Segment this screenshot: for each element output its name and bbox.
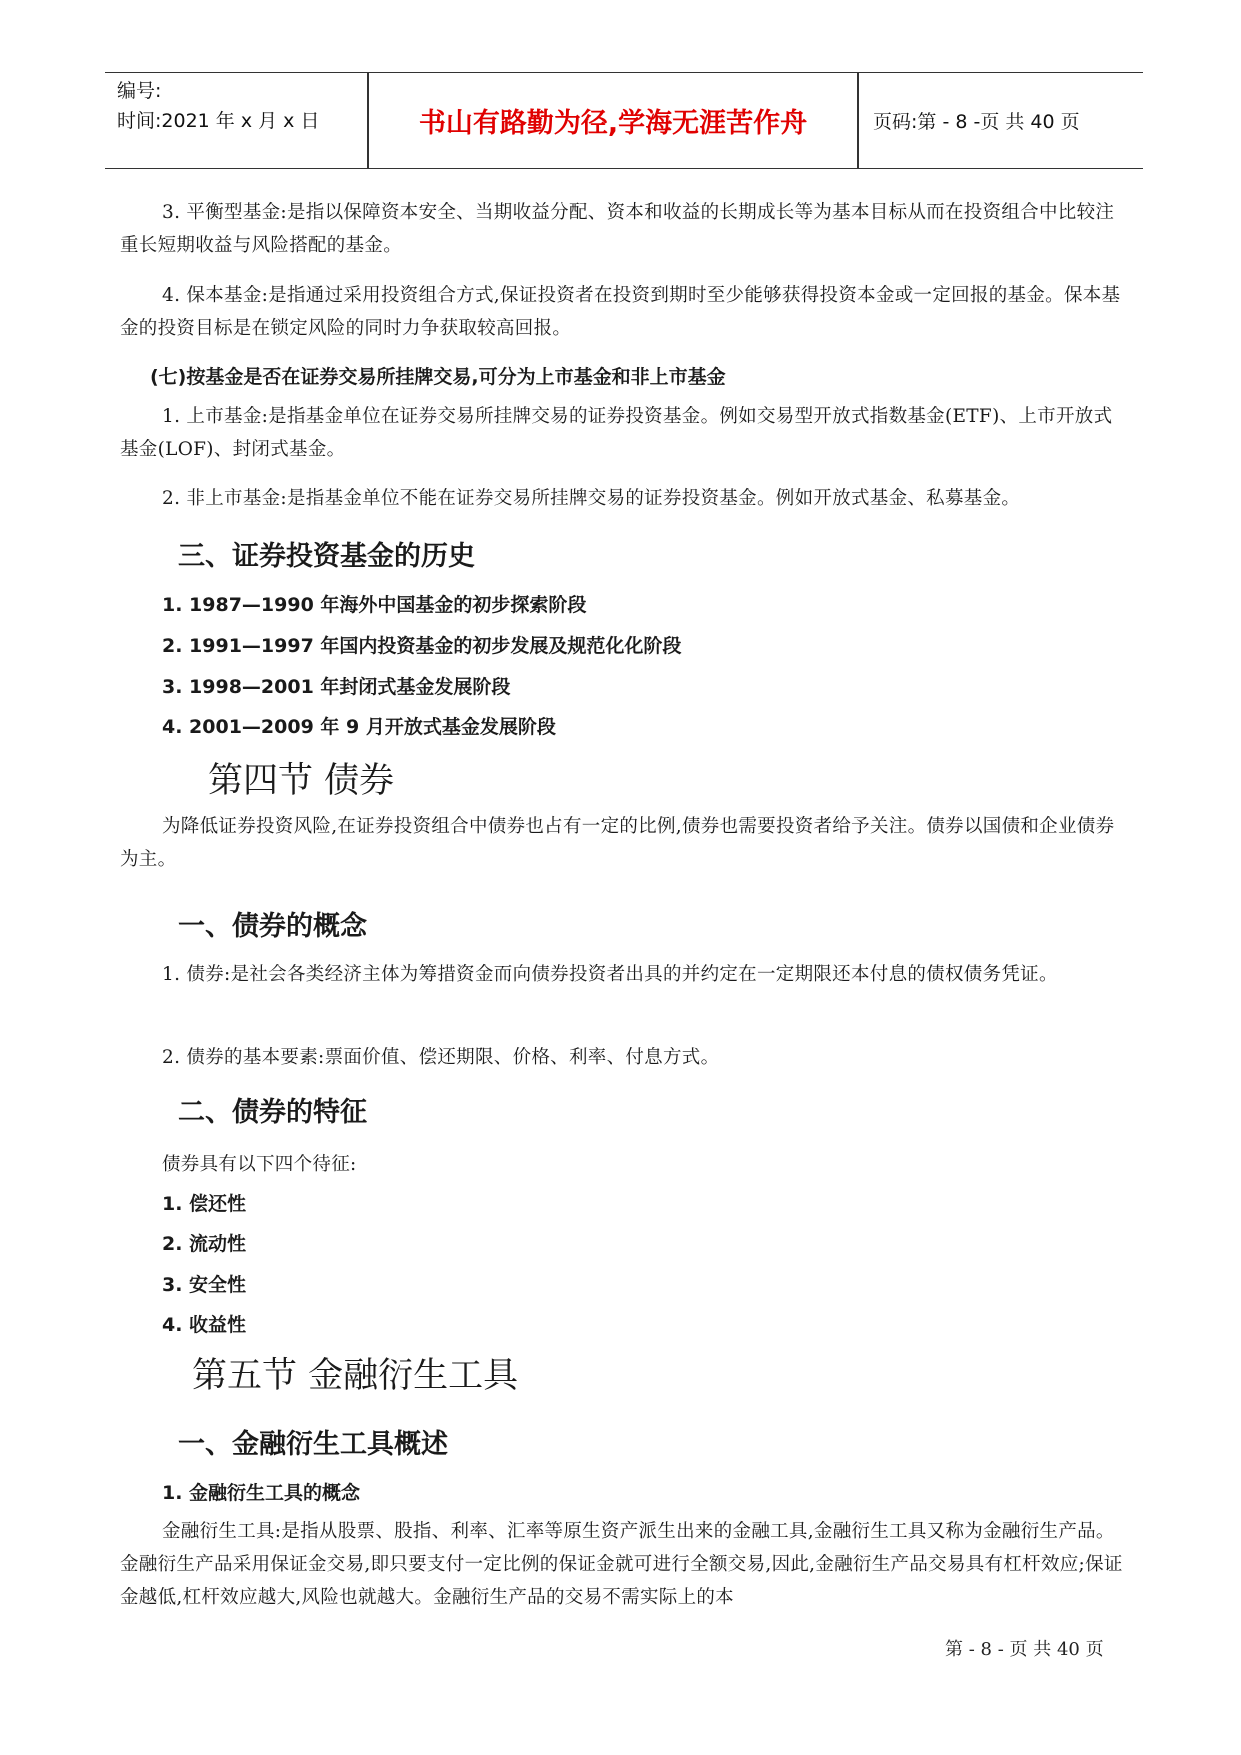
paragraph-bonds-intro: 为降低证券投资风险,在证券投资组合中债券也占有一定的比例,债券也需要投资者给予关注。债券以国债和企业债券为主。 xyxy=(120,816,1115,870)
list-item: 2. 流动性 xyxy=(162,1233,247,1255)
page-header xyxy=(105,72,1143,169)
list-item: 3. 安全性 xyxy=(162,1274,247,1296)
heading-derivatives-overview: 一、金融衍生工具概述 xyxy=(178,1429,448,1460)
section-title-bonds: 第四节 债券 xyxy=(208,761,395,801)
page-footer: 第 - 8 - 页 共 40 页 xyxy=(945,1639,1104,1660)
list-item: 4. 收益性 xyxy=(162,1314,247,1336)
paragraph-unlisted-fund: 2. 非上市基金:是指基金单位不能在证券交易所挂牌交易的证券投资基金。例如开放式基金、私募基金。 xyxy=(162,488,1021,509)
subheading-derivatives-concept: 1. 金融衍生工具的概念 xyxy=(162,1482,361,1504)
list-item: 1. 1987—1990 年海外中国基金的初步探索阶段 xyxy=(162,594,587,616)
paragraph-bond-elements: 2. 债券的基本要素:票面价值、偿还期限、价格、利率、付息方式。 xyxy=(162,1047,720,1068)
header-motto: 书山有路勤为径,学海无涯苦作舟 xyxy=(418,108,808,139)
paragraph-features-intro: 债券具有以下四个待征: xyxy=(162,1154,357,1175)
header-number: 编号: xyxy=(117,80,162,102)
paragraph-balanced-fund: 3. 平衡型基金:是指以保障资本安全、当期收益分配、资本和收益的长期成长等为基本目标从而在投资组合中比较注重长短期收益与风险搭配的基金。 xyxy=(120,202,1115,256)
list-item: 1. 偿还性 xyxy=(162,1193,247,1215)
paragraph-bond-definition: 1. 债券:是社会各类经济主体为筹措资金而向债券投资者出具的并约定在一定期限还本付息的债权债务凭证。 xyxy=(162,964,1058,985)
paragraph-listed-fund: 1. 上市基金:是指基金单位在证券交易所挂牌交易的证券投资基金。例如交易型开放式指数基金(ETF)、上市开放式基金(LOF)、封闭式基金。 xyxy=(120,406,1113,460)
header-page-number: 页码:第 - 8 -页 共 40 页 xyxy=(873,111,1080,133)
paragraph-derivatives-definition: 金融衍生工具:是指从股票、股指、利率、汇率等原生资产派生出来的金融工具,金融衍生工具又称为金融衍生产品。金融衍生产品采用保证金交易,即只要支付一定比例的保证金就可进行全额交易,因此,金融衍生产品交易具有杠杆效应;保证金越低,杠杆效应越大,风险也就越大。金融衍生产品的交易不需实际上的本 xyxy=(120,1521,1123,1608)
header-time: 时间:2021 年 x 月 x 日 xyxy=(117,110,320,132)
header-meta xyxy=(117,76,367,136)
list-item: 2. 1991—1997 年国内投资基金的初步发展及规范化化阶段 xyxy=(162,635,682,657)
paragraph-guaranteed-fund: 4. 保本基金:是指通过采用投资组合方式,保证投资者在投资到期时至少能够获得投资本金或一定回报的基金。保本基金的投资目标是在锁定风险的同时力争获取较高回报。 xyxy=(120,285,1121,339)
section-title-derivatives: 第五节 金融衍生工具 xyxy=(192,1356,519,1396)
heading-bond-features: 二、债券的特征 xyxy=(178,1097,367,1128)
subheading-listed: (七)按基金是否在证券交易所挂牌交易,可分为上市基金和非上市基金 xyxy=(150,366,726,388)
heading-bond-concept: 一、债券的概念 xyxy=(178,911,367,942)
list-item: 3. 1998—2001 年封闭式基金发展阶段 xyxy=(162,676,511,698)
heading-fund-history: 三、证券投资基金的历史 xyxy=(178,541,475,572)
list-item: 4. 2001—2009 年 9 月开放式基金发展阶段 xyxy=(162,716,556,738)
